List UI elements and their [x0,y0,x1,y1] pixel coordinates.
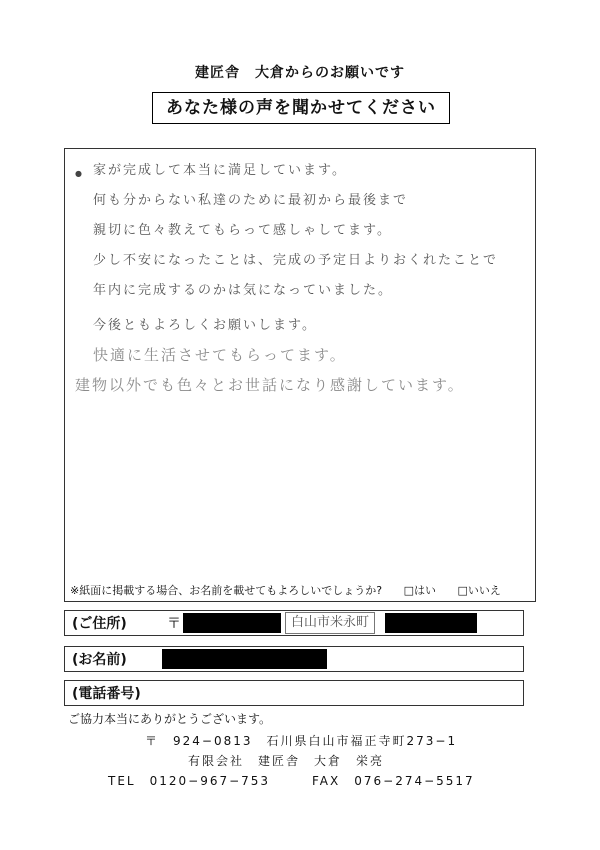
phone-field[interactable] [64,680,524,706]
name-field[interactable] [64,646,524,672]
postal-mark: 〒 [167,616,181,632]
consent-no-checkbox[interactable]: □いいえ [457,584,501,597]
comment-line: 何も分からない私達のために最初から最後まで [93,193,409,208]
phone-label: (電話番号) [72,686,141,702]
bullet-mark: ● [75,169,82,178]
consent-yes-checkbox[interactable]: □はい [403,584,436,597]
comment-line: 建物以外でも色々とお世話になり感謝しています。 [75,376,465,394]
footer-fax: FAX 076−274−5517 [312,774,475,788]
footer-tel: TEL 0120−967−753 [108,774,271,788]
comment-line: 家が完成して本当に満足しています。 [93,163,347,178]
address-handwritten: 白山市米永町 [285,612,375,634]
thanks-text: ご協力本当にありがとうございます。 [68,712,272,726]
consent-question-text: ※紙面に掲載する場合、お名前を載せてもよろしいでしょうか? [70,584,383,597]
comment-line: 親切に色々教えてもらって感しゃしてます。 [93,223,392,238]
form-subtitle: 建匠舎 大倉からのお願いです [195,65,405,81]
footer-address: 〒 924−0813 石川県白山市福正寺町273−1 [145,734,458,748]
comment-box [64,148,536,602]
redaction-block [183,613,281,633]
name-consent-question [70,582,501,598]
form-title: あなた様の声を聞かせてください [152,92,450,124]
address-field[interactable] [64,610,524,636]
comment-line: 少し不安になったことは、完成の予定日よりおくれたことで [93,253,499,268]
redaction-block [385,613,477,633]
comment-line: 今後ともよろしくお願いします。 [93,318,317,333]
redaction-block [162,649,327,669]
footer-company: 有限会社 建匠舎 大倉 栄亮 [188,754,385,768]
comment-line: 年内に完成するのかは気になっていました。 [93,283,394,298]
address-label: (ご住所) [72,616,127,632]
name-label: (お名前) [72,652,127,668]
comment-line: 快適に生活させてもらってます。 [93,346,347,364]
